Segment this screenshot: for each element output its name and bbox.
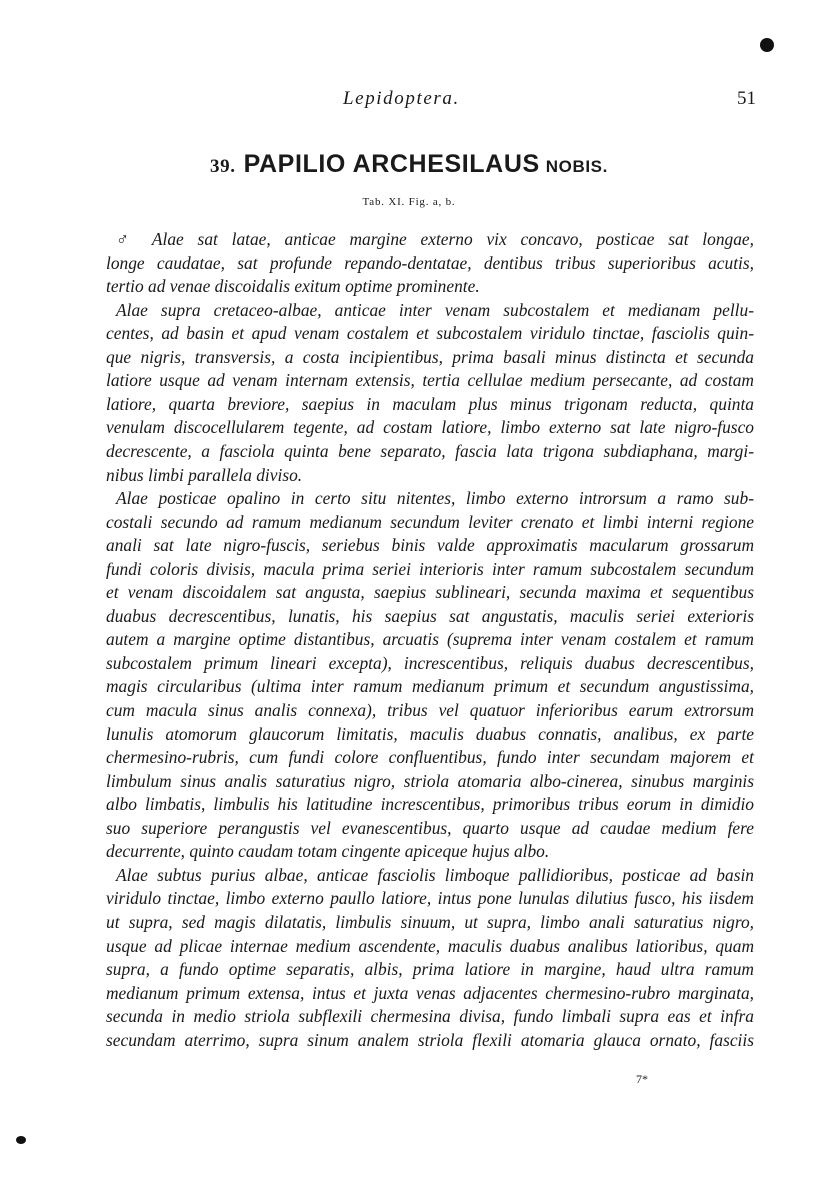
running-head: [0, 88, 818, 116]
text-line: ♂ Alae sat latae, anticae margine externo vix concavo, posticae sat longae,: [116, 229, 754, 249]
text-line: suo superiore perangustis vel evanescentibus, quarto usque ad caudae medium fere: [106, 817, 754, 838]
plate-reference: Tab. XI. Fig. a, b.: [362, 196, 456, 208]
species-number: 39.: [210, 156, 236, 177]
text-line: fundi coloris divisis, macula prima seriei interioris inter ramum subcostalem secundum: [106, 558, 754, 579]
text-line: albo limbatis, limbulis his latitudine increscentibus, primoribus tribus eorum in dimidio: [106, 794, 754, 815]
text-line: lunulis atomorum glaucorum limitatis, maculis duabus connatis, analibus, ex parte: [106, 723, 754, 744]
text-line: cum macula sinus analis connexa), tribus vel quatuor inferioribus earum extrorsum: [106, 700, 754, 720]
text-line: viridulo tinctae, limbo externo paullo latiore, intus pone lunulas dilutius fusco, his iisdem: [106, 888, 754, 909]
text-line: nibus limbi parallela diviso.: [106, 464, 303, 485]
text-line: subcostalem primum lineari excepta), increscentibus, reliquis duabus decrescentibus,: [106, 652, 754, 673]
text-line: autem a margine optime distantibus, arcuatis (suprema inter venam costalem et ramum: [106, 629, 754, 650]
signature-mark: 7*: [636, 1072, 648, 1086]
ink-spot-top-right: [760, 38, 774, 52]
text-line: Alae subtus purius albae, anticae fasciolis limboque pallidioribus, posticae ad basin: [116, 864, 754, 885]
ink-spot-bottom-left: [16, 1136, 26, 1144]
text-line: centes, ad basin et apud venam costalem et subcostalem viridulo tinctae, fasciolis quin-: [106, 323, 754, 344]
text-line: medianum primum extensa, intus et juxta venas adjacentes chermesino-rubro marginata,: [106, 982, 754, 1003]
text-line: limbulum sinus analis saturatius nigro, striola atomaria albo-cinerea, sinubus marginis: [106, 770, 754, 791]
text-line: usque ad plicae internae medium ascendente, maculis duabus analibus latioribus, quam: [106, 935, 754, 956]
page-number: 51: [737, 88, 756, 109]
running-title: Lepidoptera.: [343, 88, 460, 109]
text-line: chermesino-rubris, cum fundi colore confluentibus, fundo inter secundam majorem et: [106, 747, 754, 768]
text-line: anali sat late nigro-fuscis, seriebus binis valde approximatis macularum grossarum: [106, 535, 754, 556]
text-line: longe caudatae, sat profunde repando-dentatae, dentibus tribus superioribus acutis,: [106, 252, 754, 273]
text-line: duabus decrescentibus, lunatis, his saepius sat angustatis, maculis seriei exterioris: [106, 605, 754, 626]
text-line: decurrente, quinto caudam totam cingente apiceque hujus albo.: [106, 841, 550, 862]
text-line: Alae supra cretaceo-albae, anticae inter venam subcostalem et medianam pellu-: [116, 299, 754, 320]
species-title: PAPILIO ARCHESILAUS: [243, 150, 540, 178]
text-line: venulam discocellularem tegente, ad costam latiore, limbo externo sat late nigro-fusco: [106, 417, 754, 438]
text-line: latiore usque ad venam internam extensis, tertia cellulae medium persecante, ad costam: [106, 370, 754, 391]
species-heading: [0, 150, 818, 179]
species-author: NOBIS.: [545, 157, 608, 176]
text-line: secundam aterrimo, supra sinum analem striola flexili atomaria glauca ornato, fasciis: [106, 1029, 754, 1050]
text-line: ut supra, sed magis dilatatis, limbulis sinuum, ut supra, limbo anali saturatius nigro,: [106, 911, 754, 932]
text-line: costali secundo ad ramum medianum secundum leviter crenato et limbi interni regione: [106, 511, 754, 532]
text-line: Alae posticae opalino in certo situ nitentes, limbo externo introrsum a ramo sub-: [116, 488, 754, 509]
text-line: latiore, quarta breviore, saepius in maculam plus minus trigonam reducta, quinta: [106, 393, 754, 414]
text-line: que nigris, transversis, a costa incipientibus, prima basali minus distincta et secunda: [106, 346, 754, 367]
text-line: supra, a fundo optime separatis, albis, prima latiore in margine, haud ultra ramum: [106, 959, 754, 980]
text-line: tertio ad venae discoidalis exitum optime prominente.: [106, 276, 480, 297]
text-line: magis circularibus (ultima inter ramum medianum primum et secundum angustissima,: [106, 676, 754, 697]
text-line: et venam discoidalem sat angusta, saepius sublineari, secunda maxima et sequentibus: [106, 582, 754, 603]
text-line: decrescente, a fasciola quinta bene separato, fascia lata trigona subdiaphana, margi-: [106, 440, 754, 461]
text-line: secunda in medio striola subflexili chermesina divisa, fundo limbali supra eas et infra: [106, 1006, 754, 1027]
